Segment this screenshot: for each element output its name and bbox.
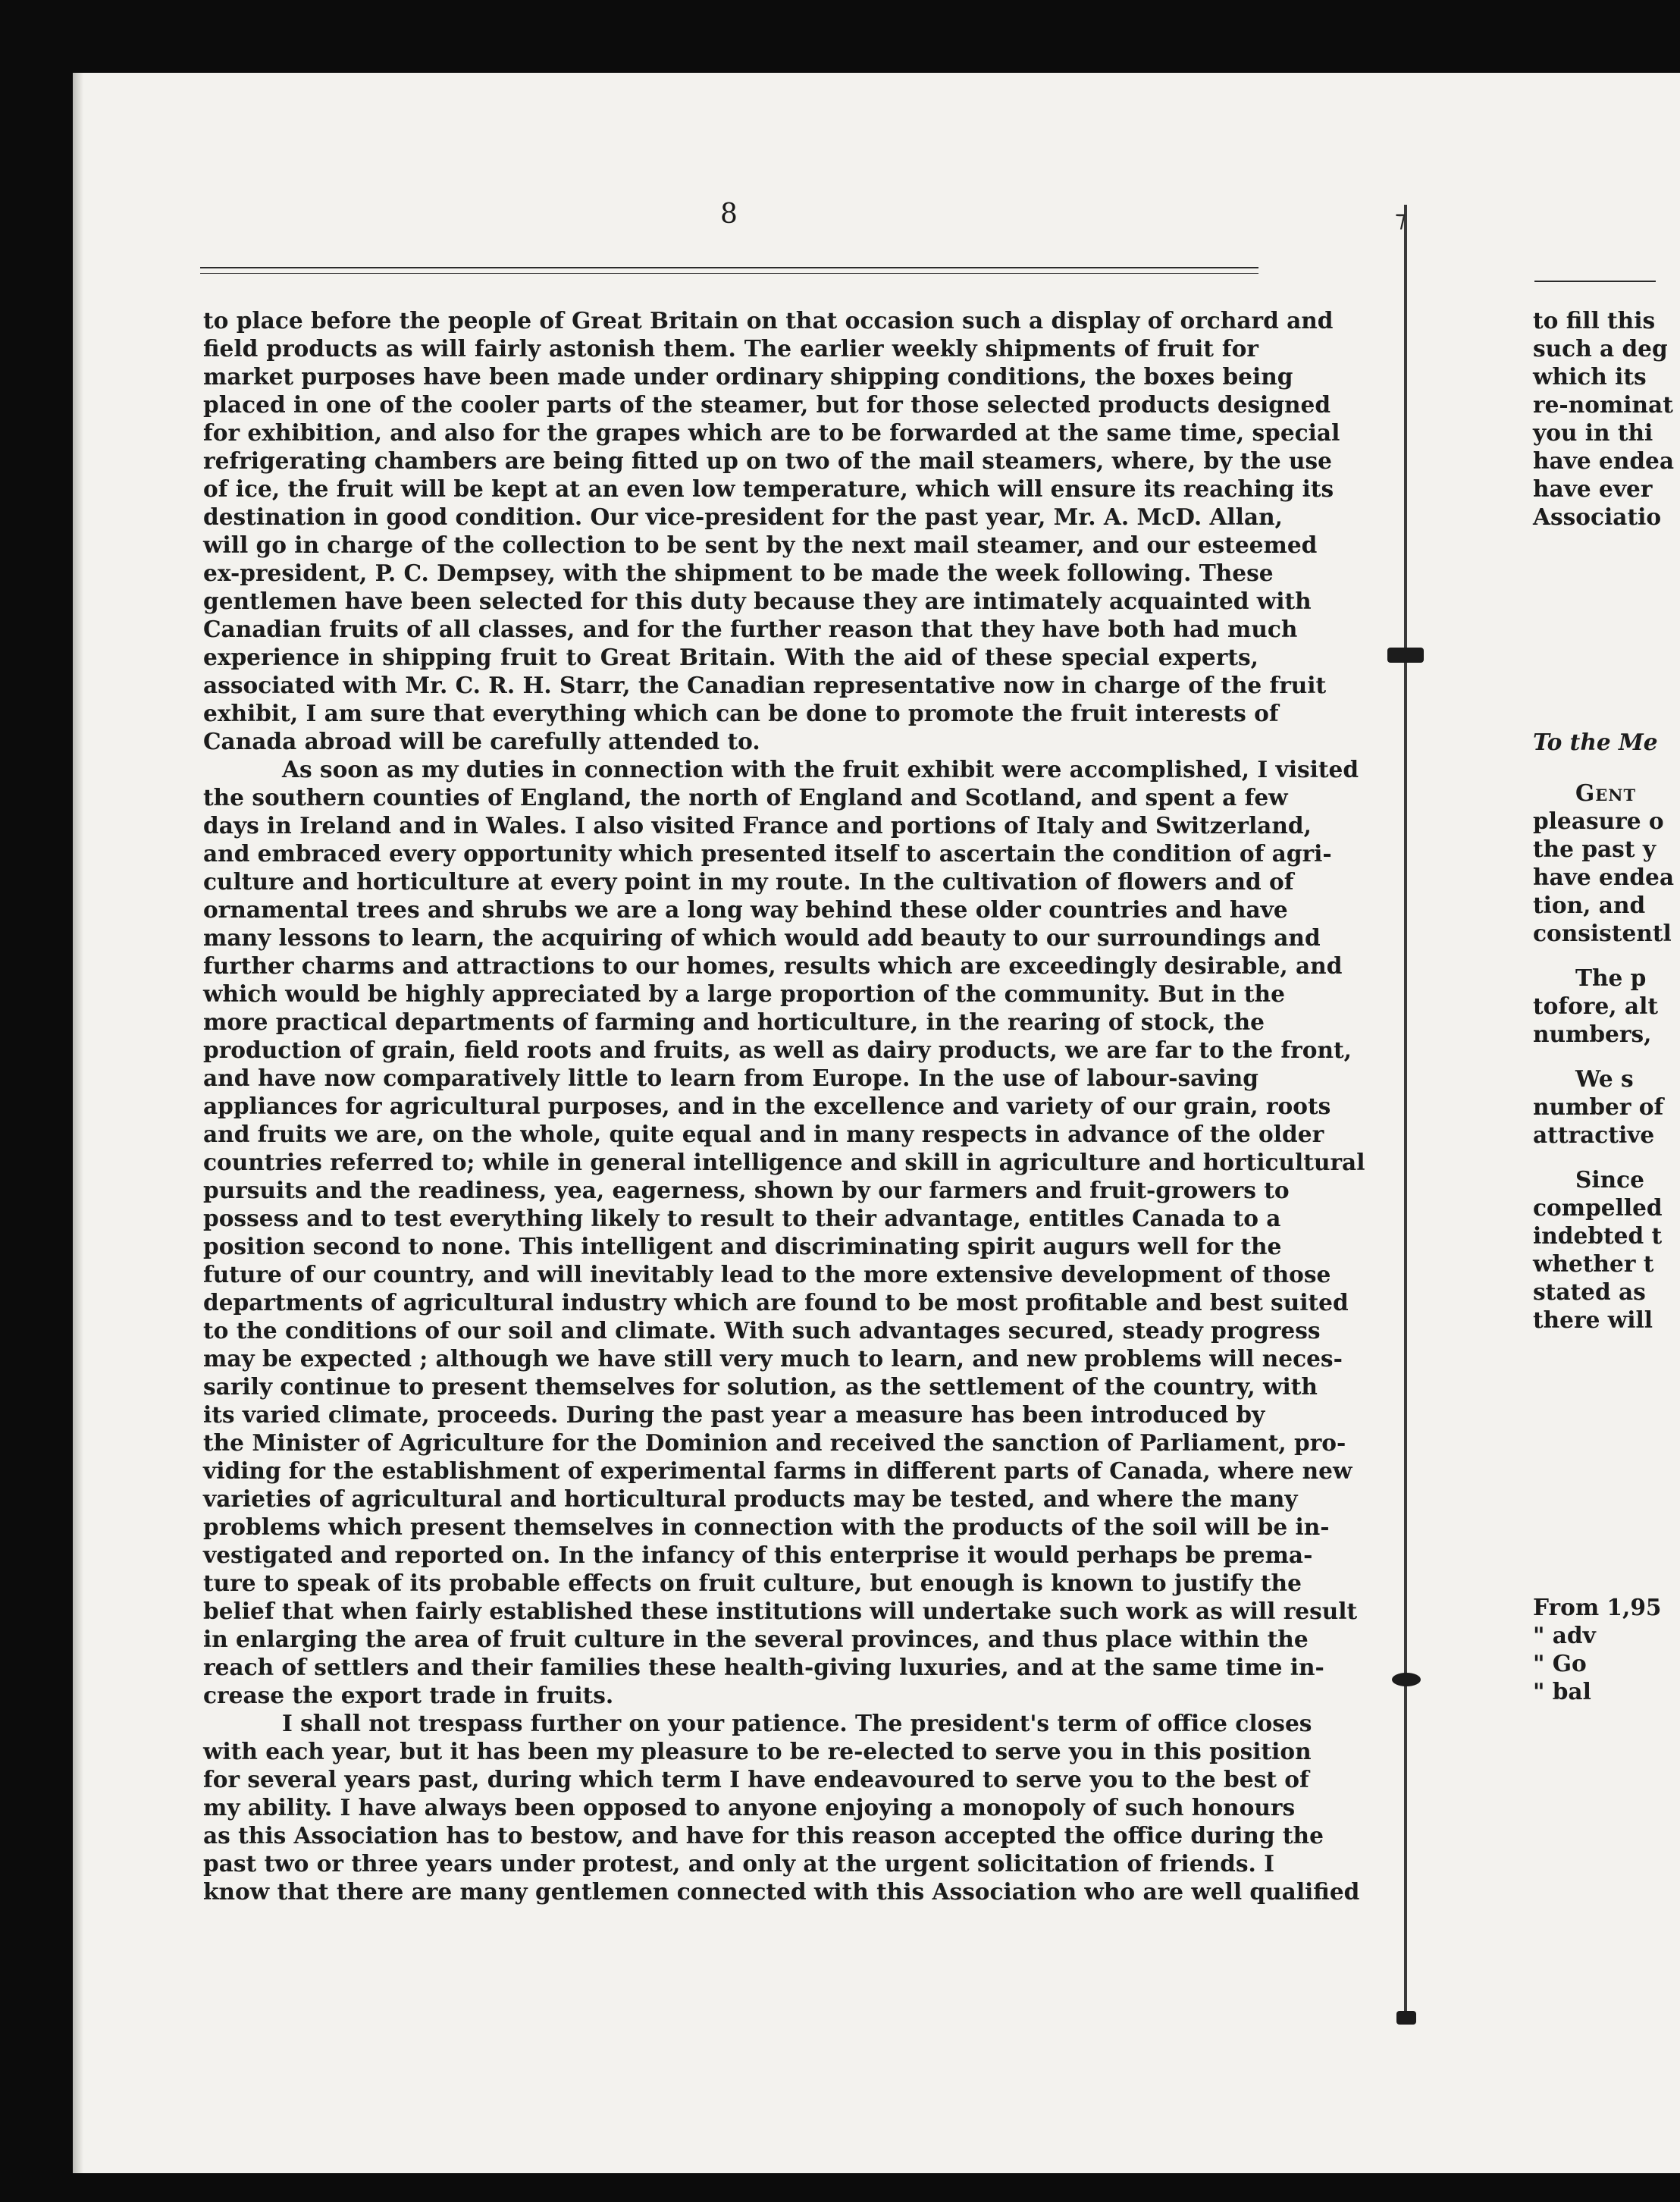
text-line: will go in charge of the collection to be sent by the next mail steamer, and our esteemed [203, 532, 1318, 558]
right-block-c [1533, 964, 1658, 1048]
text-line: market purposes have been made under ordinary shipping conditions, the boxes being [203, 363, 1293, 390]
text-line: in enlarging the area of fruit culture in the several provinces, and thus place within the [203, 1626, 1309, 1652]
header-rule-top [200, 267, 1258, 268]
text-line: reach of settlers and their families these health-giving luxuries, and at the same time in- [203, 1654, 1324, 1680]
text-line: more practical departments of farming and horticulture, in the rearing of stock, the [203, 1008, 1265, 1035]
right-text-line: We s [1575, 1065, 1634, 1092]
text-line: as this Association has to bestow, and have for this reason accepted the office during the [203, 1822, 1324, 1849]
text-line: placed in one of the cooler parts of the steamer, but for those selected products designed [203, 391, 1331, 418]
spine-clip-3 [1396, 2011, 1416, 2025]
right-heading: To the Me [1533, 729, 1658, 755]
page-edge-shadow [73, 73, 83, 2173]
text-line: associated with Mr. C. R. H. Starr, the Canadian representative now in charge of the fruit [203, 672, 1327, 698]
text-line: the Minister of Agriculture for the Dominion and received the sanction of Parliament, pro- [203, 1429, 1346, 1456]
text-line: with each year, but it has been my pleasure to be re-elected to serve you in this position [203, 1738, 1312, 1764]
spine-clip-1 [1387, 648, 1424, 663]
right-text-line: such a deg [1533, 335, 1668, 362]
right-text-line: " Go [1533, 1650, 1587, 1677]
right-text-line: Associatio [1533, 503, 1662, 530]
text-line: sarily continue to present themselves for solution, as the settlement of the country, with [203, 1373, 1318, 1400]
right-text-line: tofore, alt [1533, 993, 1658, 1019]
text-line: pursuits and the readiness, yea, eagerness, shown by our farmers and fruit-growers to [203, 1177, 1290, 1203]
text-line: which would be highly appreciated by a large proportion of the community. But in the [203, 980, 1285, 1007]
text-line: ornamental trees and shrubs we are a long way behind these older countries and have [203, 896, 1288, 923]
text-line: for several years past, during which term I have endeavoured to serve you to the best of [203, 1766, 1309, 1793]
right-text-line: which its [1533, 363, 1647, 390]
right-text-line: re-nominat [1533, 391, 1673, 418]
text-line: gentlemen have been selected for this duty because they are intimately acquainted with [203, 588, 1312, 614]
right-text-line: " bal [1533, 1678, 1591, 1705]
right-block-f [1533, 1593, 1662, 1705]
right-text-line: stated as [1533, 1278, 1646, 1305]
text-line: my ability. I have always been opposed to anyone enjoying a monopoly of such honours [203, 1794, 1296, 1821]
text-line: of ice, the fruit will be kept at an even low temperature, which will ensure its reaching its [203, 475, 1334, 502]
text-line: ex-president, P. C. Dempsey, with the shipment to be made the week following. These [203, 560, 1274, 586]
text-line: and have now comparatively little to learn from Europe. In the use of labour-saving [203, 1065, 1258, 1091]
right-text-line: The p [1575, 965, 1647, 991]
right-text-line: Gent [1575, 779, 1637, 806]
right-text-line: pleasure o [1533, 808, 1664, 834]
right-text-line: From 1,95 [1533, 1594, 1662, 1620]
text-line: destination in good condition. Our vice-president for the past year, Mr. A. McD. Allan, [203, 503, 1283, 530]
text-line: many lessons to learn, the acquiring of which would add beauty to our surroundings and [203, 924, 1321, 951]
right-block-a [1533, 306, 1675, 531]
text-line: and embraced every opportunity which presented itself to ascertain the condition of agri- [203, 840, 1332, 867]
text-line: As soon as my duties in connection with the fruit exhibit were accomplished, I visited [282, 756, 1359, 783]
text-line: belief that when fairly established these institutions will undertake such work as will result [203, 1598, 1358, 1624]
right-text-line: have endea [1533, 447, 1675, 474]
right-block-b [1533, 779, 1675, 947]
text-line: Canada abroad will be carefully attended to. [203, 728, 760, 754]
right-text-line: whether t [1533, 1250, 1654, 1277]
right-text-line: numbers, [1533, 1021, 1652, 1047]
right-column-text [1533, 306, 1675, 1705]
right-text-line: tion, and [1533, 892, 1646, 918]
text-line: the southern counties of England, the north of England and Scotland, and spent a few [203, 784, 1288, 811]
right-text-line: " adv [1533, 1622, 1596, 1648]
header-rule-bottom [200, 273, 1258, 274]
right-block-e [1533, 1165, 1663, 1334]
right-text-line: there will [1533, 1306, 1653, 1333]
right-text-line: have ever [1533, 475, 1653, 502]
spine-clip-2 [1392, 1673, 1421, 1686]
right-text-line: consistentl [1533, 920, 1672, 946]
text-line: problems which present themselves in connection with the products of the soil will be in- [203, 1513, 1330, 1540]
text-line: production of grain, field roots and fruits, as well as dairy products, we are far to the front, [203, 1037, 1352, 1063]
text-line: viding for the establishment of experimental farms in different parts of Canada, where new [203, 1457, 1352, 1484]
text-line: position second to none. This intelligent and discriminating spirit augurs well for the [203, 1233, 1282, 1259]
text-line: vestigated and reported on. In the infancy of this enterprise it would perhaps be prema- [203, 1542, 1313, 1568]
text-line: Canadian fruits of all classes, and for the further reason that they have both had much [203, 616, 1298, 642]
page-number: 8 [720, 199, 738, 230]
text-line: appliances for agricultural purposes, and in the excellence and variety of our grain, roots [203, 1093, 1331, 1119]
right-text-line: Since [1575, 1166, 1644, 1193]
text-line: exhibit, I am sure that everything which can be done to promote the fruit interests of [203, 700, 1279, 726]
right-block-d [1533, 1065, 1664, 1149]
text-line: departments of agricultural industry which are found to be most profitable and best suited [203, 1289, 1349, 1316]
text-line: refrigerating chambers are being fitted up on two of the mail steamers, where, by the use [203, 447, 1332, 474]
right-text-line: attractive [1533, 1121, 1655, 1148]
text-line: to place before the people of Great Britain on that occasion such a display of orchard and [203, 307, 1334, 334]
right-text-line: have endea [1533, 864, 1675, 890]
text-line: crease the export trade in fruits. [203, 1682, 614, 1708]
left-column-text [203, 306, 1365, 1906]
text-line: I shall not trespass further on your patience. The president's term of office closes [282, 1710, 1312, 1736]
text-line: field products as will fairly astonish them. The earlier weekly shipments of fruit for [203, 335, 1258, 362]
text-line: may be expected ; although we have still very much to learn, and new problems will neces- [203, 1345, 1343, 1372]
text-line: varieties of agricultural and horticultural products may be tested, and where the many [203, 1485, 1298, 1512]
text-line: ture to speak of its probable effects on fruit culture, but enough is known to justify the [203, 1570, 1302, 1596]
text-line: days in Ireland and in Wales. I also visited France and portions of Italy and Switzerland, [203, 812, 1312, 839]
text-line: past two or three years under protest, and only at the urgent solicitation of friends. I [203, 1850, 1274, 1877]
text-line: further charms and attractions to our homes, results which are exceedingly desirable, and [203, 952, 1343, 979]
text-line: future of our country, and will inevitably lead to the more extensive development of those [203, 1261, 1331, 1288]
right-header-rule [1534, 281, 1656, 282]
text-line: for exhibition, and also for the grapes which are to be forwarded at the same time, special [203, 419, 1340, 446]
text-line: to the conditions of our soil and climate. With such advantages secured, steady progress [203, 1317, 1321, 1344]
text-line: culture and horticulture at every point in my route. In the cultivation of flowers and of [203, 868, 1294, 895]
text-line: possess and to test everything likely to result to their advantage, entitles Canada to a [203, 1205, 1281, 1231]
right-text-line: indebted t [1533, 1222, 1663, 1249]
text-line: and fruits we are, on the whole, quite equal and in many respects in advance of the older [203, 1121, 1324, 1147]
text-line: know that there are many gentlemen connected with this Association who are well qualified [203, 1878, 1360, 1905]
right-text-line: to fill this [1533, 307, 1656, 334]
right-text-line: you in thi [1533, 419, 1653, 446]
right-text-line: compelled [1533, 1194, 1663, 1221]
right-text-line: the past y [1533, 836, 1656, 862]
right-text-line: number of [1533, 1093, 1664, 1120]
text-line: its varied climate, proceeds. During the past year a measure has been introduced by [203, 1401, 1265, 1428]
spine-top-mark: ⁊ [1395, 206, 1406, 233]
book-spine-line [1404, 205, 1407, 2025]
text-line: countries referred to; while in general intelligence and skill in agriculture and horticultural [203, 1149, 1365, 1175]
text-line: experience in shipping fruit to Great Britain. With the aid of these special experts, [203, 644, 1258, 670]
